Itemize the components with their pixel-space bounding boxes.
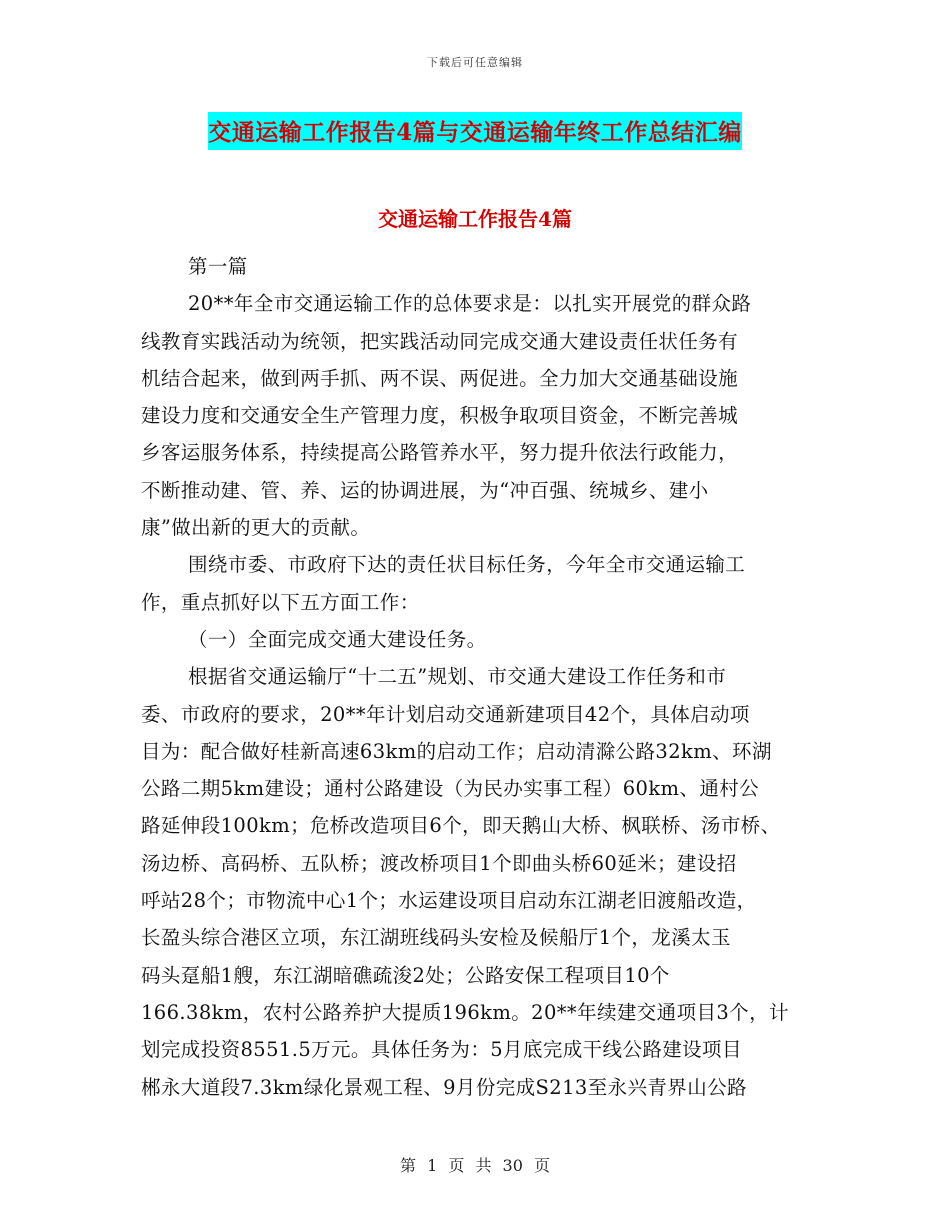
body-line: 166.38km，农村公路养护大提质196km。20**年续建交通项目3个，计	[141, 1000, 789, 1024]
body-line: 作，重点抓好以下五方面工作：	[141, 590, 420, 614]
body-line: 郴永大道段7.3km绿化景观工程、9月份完成S213至永兴青界山公路	[141, 1075, 747, 1099]
body-line: 目为：配合做好桂新高速63km的启动工作；启动清滁公路32km、环湖	[141, 739, 772, 763]
body-line: 呼站28个；市物流中心1个；水运建设项目启动东江湖老旧渡船改造，	[141, 889, 757, 913]
body-line: 建设力度和交通安全生产管理力度，积极争取项目资金，不断完善城	[141, 404, 739, 428]
body-line: 不断推动建、管、养、运的协调进展，为“冲百强、统城乡、建小	[141, 478, 709, 502]
document-title-container	[0, 112, 950, 150]
body-line: 20**年全市交通运输工作的总体要求是：以扎实开展党的群众路	[188, 292, 752, 316]
body-line: 码头趸船1艘，东江湖暗礁疏浚2处；公路安保工程项目10个	[141, 963, 670, 987]
page-header-note: 下载后可任意编辑	[427, 56, 523, 69]
document-title: 交通运输工作报告4篇与交通运输年终工作总结汇编	[208, 112, 742, 150]
body-line: 划完成投资8551.5万元。具体任务为：5月底完成干线公路建设项目	[141, 1038, 742, 1062]
body-line: 第一篇	[188, 255, 248, 278]
body-line: 康”做出新的更大的贡献。	[141, 516, 371, 540]
body-line: （一）全面完成交通大建设任务。	[188, 627, 487, 651]
body-line: 公路二期5km建设；通村公路建设（为民办实事工程）60km、通村公	[141, 777, 760, 801]
body-line: 委、市政府的要求，20**年计划启动交通新建项目42个，具体启动项	[141, 702, 750, 726]
body-line: 汤边桥、高码桥、五队桥；渡改桥项目1个即曲头桥60延米；建设招	[141, 851, 737, 875]
body-text	[141, 248, 821, 1106]
body-line: 乡客运服务体系，持续提高公路管养水平，努力提升依法行政能力，	[141, 441, 739, 465]
body-line: 围绕市委、市政府下达的责任状目标任务，今年全市交通运输工	[188, 553, 746, 577]
body-line: 机结合起来，做到两手抓、两不误、两促进。全力加大交通基础设施	[141, 366, 739, 390]
body-line: 路延伸段100km；危桥改造项目6个，即天鹅山大桥、枫联桥、汤市桥、	[141, 814, 781, 838]
section-title: 交通运输工作报告4篇	[378, 207, 572, 231]
body-line: 根据省交通运输厅“十二五”规划、市交通大建设工作任务和市	[188, 665, 727, 689]
page-footer: 第 1 页 共 30 页	[400, 1156, 550, 1175]
body-line: 长盈头综合港区立项，东江湖班线码头安检及候船厅1个，龙溪太玉	[141, 926, 731, 950]
body-line: 线教育实践活动为统领，把实践活动同完成交通大建设责任状任务有	[141, 329, 739, 353]
